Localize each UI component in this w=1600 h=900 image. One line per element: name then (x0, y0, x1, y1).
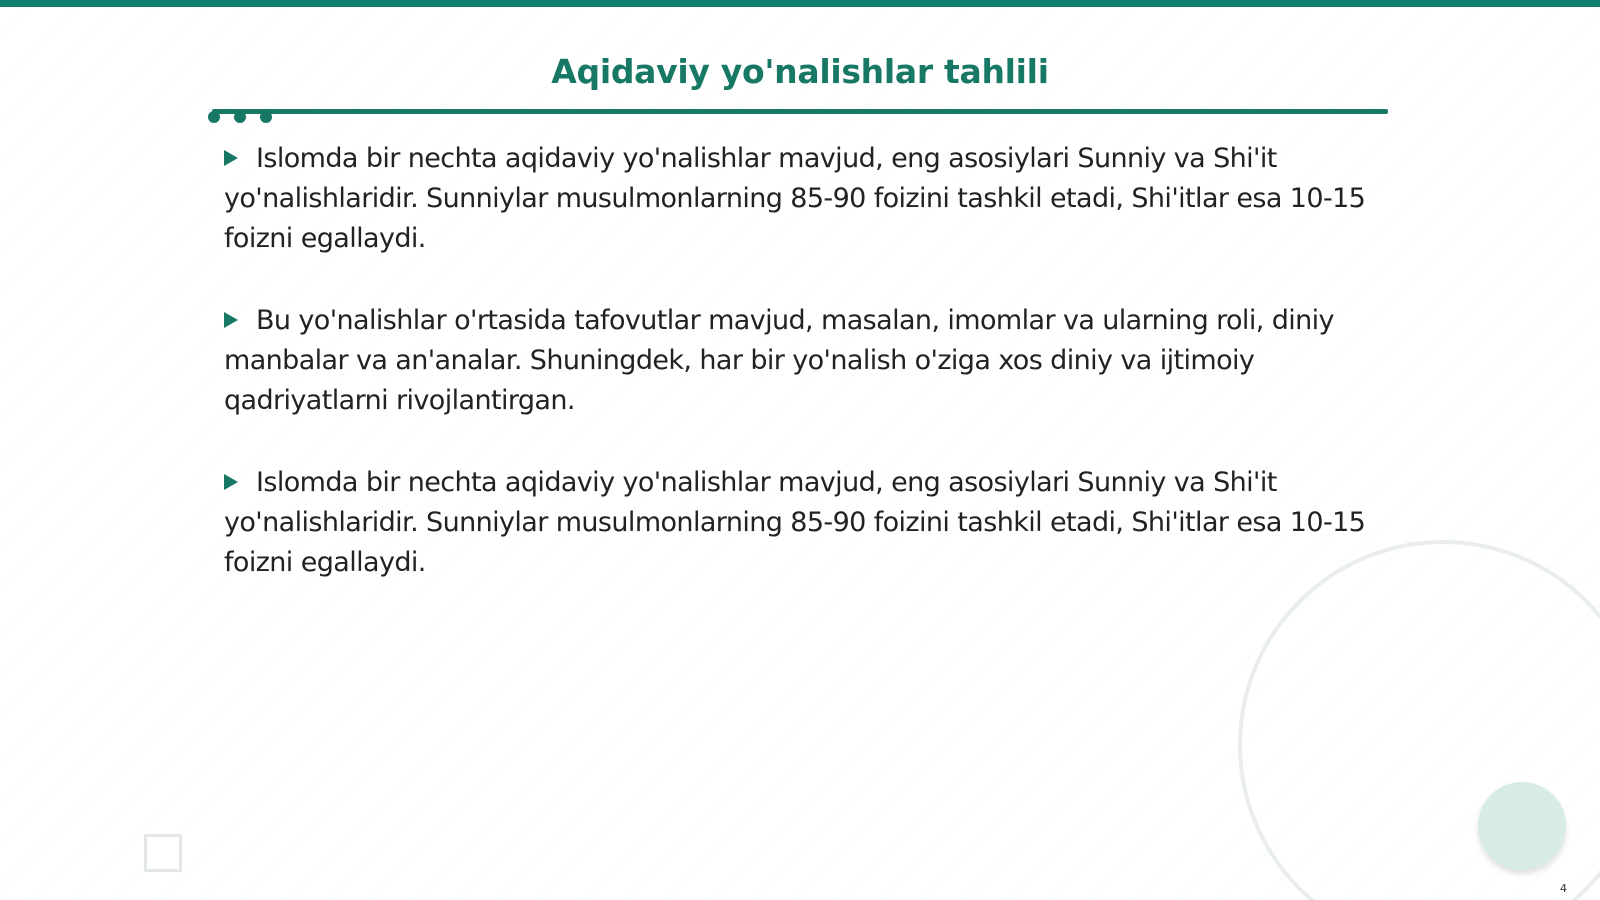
page-number: 4 (1560, 882, 1567, 895)
bullet-item (224, 463, 1384, 583)
play-triangle-icon (224, 150, 238, 166)
play-triangle-icon (224, 312, 238, 328)
bullet-item (224, 139, 1384, 259)
underline-dot-icon (260, 111, 272, 123)
bullet-text: Bu yo'nalishlar o'rtasida tafovutlar mavjud, masalan, imomlar va ularning roli, diniy manbalar va an'analar. Shuningdek, har bir yo'nalish o'ziga xos diniy va ijtimoiy qadriyatlarni rivojlantirgan. (224, 305, 1334, 416)
bullet-text: Islomda bir nechta aqidaviy yo'nalishlar mavjud, eng asosiylari Sunniy va Shi'it yo'nalishlaridir. Sunniylar musulmonlarning 85-90 foizini tashkil etadi, Shi'itlar esa 10-15 foizni egallaydi. (224, 143, 1366, 254)
top-accent-bar (0, 0, 1600, 7)
bullet-item (224, 301, 1384, 421)
play-triangle-icon (224, 474, 238, 490)
bullet-text: Islomda bir nechta aqidaviy yo'nalishlar mavjud, eng asosiylari Sunniy va Shi'it yo'nalishlaridir. Sunniylar musulmonlarning 85-90 foizini tashkil etadi, Shi'itlar esa 10-15 foizni egallaydi. (224, 467, 1366, 578)
decorative-square (144, 834, 182, 872)
underline-dot-icon (208, 111, 220, 123)
slide-title: Aqidaviy yo'nalishlar tahlili (551, 52, 1049, 91)
title-underline (212, 109, 1388, 114)
underline-dot-icon (234, 111, 246, 123)
bullet-list (224, 139, 1384, 625)
decorative-circle (1478, 782, 1566, 870)
